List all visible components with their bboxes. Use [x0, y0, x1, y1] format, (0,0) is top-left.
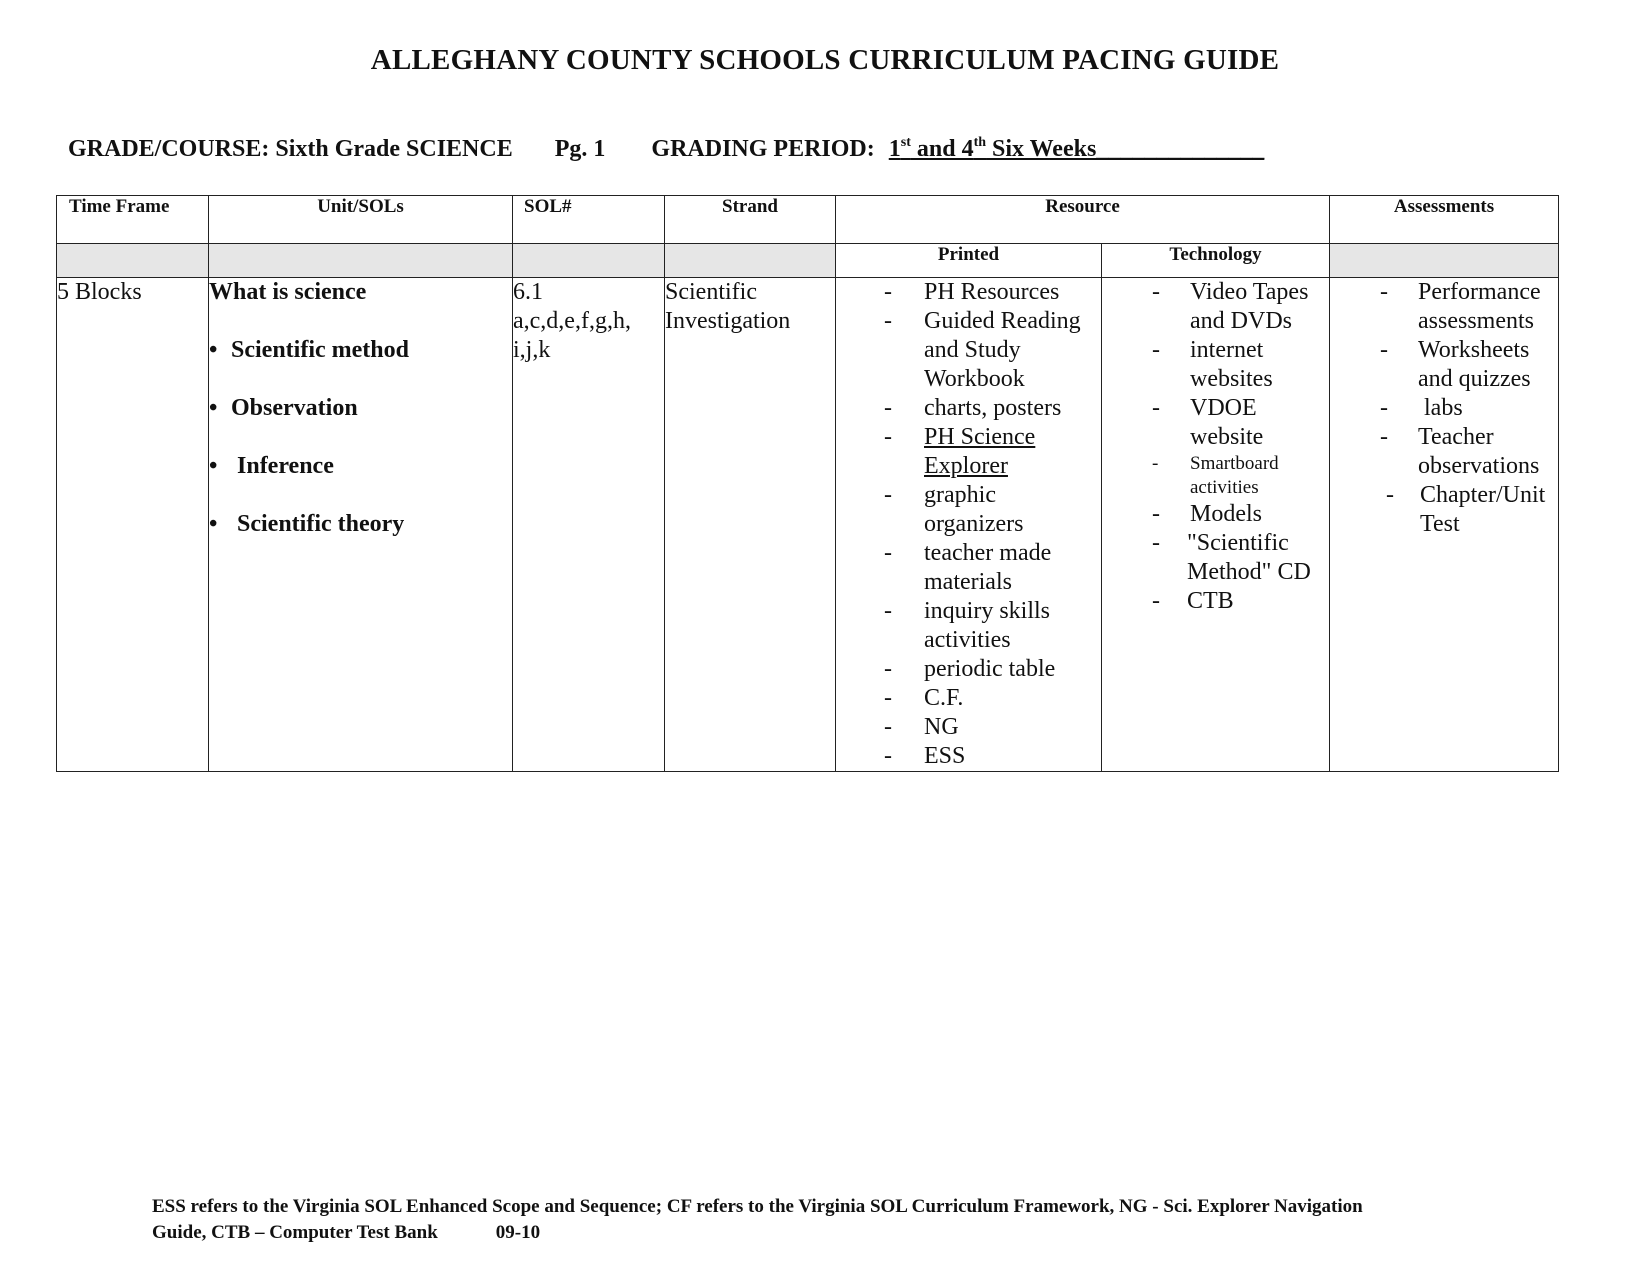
dash-glyph: -: [884, 743, 892, 769]
table-row: [57, 278, 1559, 772]
printed-resource-label: Guided Reading and Study Workbook: [924, 308, 1081, 392]
cell-time-frame: 5 Blocks: [57, 278, 209, 772]
bullet-glyph: •: [209, 337, 218, 363]
printed-resource-item: [836, 307, 1101, 394]
footer-note: [152, 1194, 1552, 1246]
header-sol-number: SOL#: [513, 196, 665, 244]
footer-line: ESS refers to the Virginia SOL Enhanced Scope and Sequence; CF refers to the Virginia SOL Curriculum Framework, NG - Sci. Explorer Navigation: [152, 1196, 1363, 1217]
printed-resource-label: NG: [924, 714, 959, 740]
grading-period-rest: Six Weeks______________: [986, 136, 1265, 162]
technology-resource-label: "Scientific Method" CD: [1187, 530, 1311, 585]
unit-topic-item: [209, 452, 512, 481]
printed-resource-item: [836, 597, 1101, 655]
unit-topic-label: Inference: [237, 453, 334, 479]
printed-resource-label: PH Science Explorer: [924, 424, 1036, 479]
grading-period-value: [889, 136, 1265, 163]
cell-assessments: [1330, 278, 1559, 772]
header-unit-sols: Unit/SOLs: [209, 196, 513, 244]
document-title: ALLEGHANY COUNTY SCHOOLS CURRICULUM PACING GUIDE: [370, 44, 1280, 76]
header-assessments: Assessments: [1330, 196, 1559, 244]
dash-glyph: -: [884, 279, 892, 305]
grade-course-label: GRADE/COURSE: Sixth Grade SCIENCE: [68, 136, 513, 162]
assessment-list: [1330, 278, 1558, 539]
unit-topic-item: [209, 394, 512, 423]
grading-period-and: and 4: [910, 136, 974, 162]
unit-topic-list: [209, 336, 512, 539]
technology-resource-item: [1102, 500, 1329, 529]
subheader-empty-cell: [513, 244, 665, 278]
bullet-glyph: •: [209, 511, 218, 537]
bullet-glyph: •: [209, 395, 218, 421]
assessment-label: Chapter/Unit Test: [1420, 482, 1546, 537]
printed-resource-label: ESS: [924, 743, 966, 769]
dash-glyph: -: [884, 395, 892, 421]
page-number: Pg. 1: [554, 136, 606, 162]
technology-resource-item: [1102, 529, 1329, 587]
header-resource: Resource: [836, 196, 1330, 244]
dash-glyph: -: [884, 308, 892, 334]
dash-glyph: -: [1152, 453, 1159, 474]
printed-resource-label: charts, posters: [924, 395, 1062, 421]
printed-resource-label: periodic table: [924, 656, 1056, 682]
printed-resource-label: C.F.: [924, 685, 964, 711]
dash-glyph: -: [1152, 337, 1160, 363]
subheader-empty-cell: [665, 244, 836, 278]
header-strand: Strand: [665, 196, 836, 244]
assessment-item: [1330, 278, 1558, 336]
sol-number-line: a,c,d,e,f,g,h,: [513, 308, 631, 334]
cell-strand: [665, 278, 836, 772]
printed-resource-item: [836, 684, 1101, 713]
unit-topic-label: Scientific theory: [237, 511, 405, 537]
assessment-item: [1330, 394, 1558, 423]
dash-glyph: -: [1152, 395, 1160, 421]
dash-glyph: -: [1380, 395, 1389, 421]
subheader-technology: Technology: [1102, 244, 1330, 278]
technology-resource-item: [1102, 336, 1329, 394]
cell-technology-resources: [1102, 278, 1330, 772]
dash-glyph: -: [1380, 424, 1389, 450]
technology-resource-item: [1102, 587, 1329, 616]
technology-resource-label: CTB: [1187, 588, 1234, 614]
grading-period-first: 1: [888, 136, 901, 162]
dash-glyph: -: [1152, 588, 1160, 614]
unit-topic-item: [209, 510, 512, 539]
printed-resource-item: [836, 278, 1101, 307]
dash-glyph: -: [1152, 279, 1160, 305]
dash-glyph: -: [884, 482, 892, 508]
printed-resource-item: [836, 655, 1101, 684]
assessment-label: Worksheets and quizzes: [1418, 337, 1531, 392]
assessment-item: [1330, 481, 1558, 539]
footer-line-text: Guide, CTB – Computer Test Bank: [152, 1222, 438, 1243]
technology-resource-label: VDOE website: [1190, 395, 1264, 450]
assessment-label: labs: [1418, 395, 1463, 421]
footer-year: 09-10: [495, 1222, 541, 1243]
table-subheader-row: [57, 244, 1559, 278]
printed-resource-item: [836, 539, 1101, 597]
printed-resource-item: [836, 481, 1101, 539]
dash-glyph: -: [884, 598, 892, 624]
printed-resource-item: [836, 742, 1101, 771]
cell-sol-number: [513, 278, 665, 772]
printed-resource-item: [836, 394, 1101, 423]
technology-resource-label: Video Tapes and DVDs: [1190, 279, 1309, 334]
dash-glyph: -: [1152, 501, 1160, 527]
pacing-table: [56, 195, 1559, 772]
printed-resource-item: [836, 713, 1101, 742]
subheader-empty-cell: [57, 244, 209, 278]
bullet-glyph: •: [209, 453, 218, 479]
dash-glyph: -: [884, 424, 892, 450]
assessment-item: [1330, 423, 1558, 481]
table-header-row: [57, 196, 1559, 244]
dash-glyph: -: [1152, 530, 1160, 556]
technology-resource-item: [1102, 394, 1329, 452]
subheader-empty-cell: [1330, 244, 1559, 278]
assessment-item: [1330, 336, 1558, 394]
printed-resource-list: [836, 278, 1101, 771]
unit-topic-label: Scientific method: [231, 337, 409, 363]
technology-resource-item: [1102, 452, 1329, 500]
cell-printed-resources: [836, 278, 1102, 772]
technology-resource-list: [1102, 278, 1329, 616]
course-info-line: [68, 136, 1264, 163]
grading-period-first-sup: st: [900, 135, 911, 150]
printed-resource-label: graphic organizers: [924, 482, 1024, 537]
technology-resource-label: Smartboard activities: [1190, 453, 1279, 498]
dash-glyph: -: [884, 685, 892, 711]
unit-topic-label: Observation: [231, 395, 358, 421]
subheader-printed: Printed: [836, 244, 1102, 278]
printed-resource-label: inquiry skills activities: [924, 598, 1051, 653]
technology-resource-label: Models: [1190, 501, 1262, 527]
unit-topic-item: [209, 336, 512, 365]
grading-period-label: GRADING PERIOD:: [651, 136, 875, 162]
cell-unit-sols: [209, 278, 513, 772]
technology-resource-label: internet websites: [1190, 337, 1273, 392]
dash-glyph: -: [884, 540, 892, 566]
printed-resource-label: teacher made materials: [924, 540, 1052, 595]
subheader-empty-cell: [209, 244, 513, 278]
printed-resource-label: PH Resources: [924, 279, 1060, 305]
dash-glyph: -: [1386, 482, 1395, 508]
unit-title: What is science: [209, 279, 367, 305]
dash-glyph: -: [1380, 337, 1389, 363]
assessment-label: Teacher observations: [1418, 424, 1540, 479]
sol-number-line: i,j,k: [513, 337, 551, 363]
grading-period-second-sup: th: [973, 135, 987, 150]
assessment-label: Performance assessments: [1418, 279, 1541, 334]
sol-number-line: 6.1: [513, 279, 543, 305]
strand-line: Scientific: [665, 279, 757, 305]
technology-resource-item: [1102, 278, 1329, 336]
printed-resource-item: [836, 423, 1101, 481]
dash-glyph: -: [884, 656, 892, 682]
dash-glyph: -: [884, 714, 892, 740]
header-time-frame: Time Frame: [57, 196, 209, 244]
footer-line: [152, 1220, 1552, 1246]
strand-line: Investigation: [665, 308, 791, 334]
dash-glyph: -: [1380, 279, 1389, 305]
